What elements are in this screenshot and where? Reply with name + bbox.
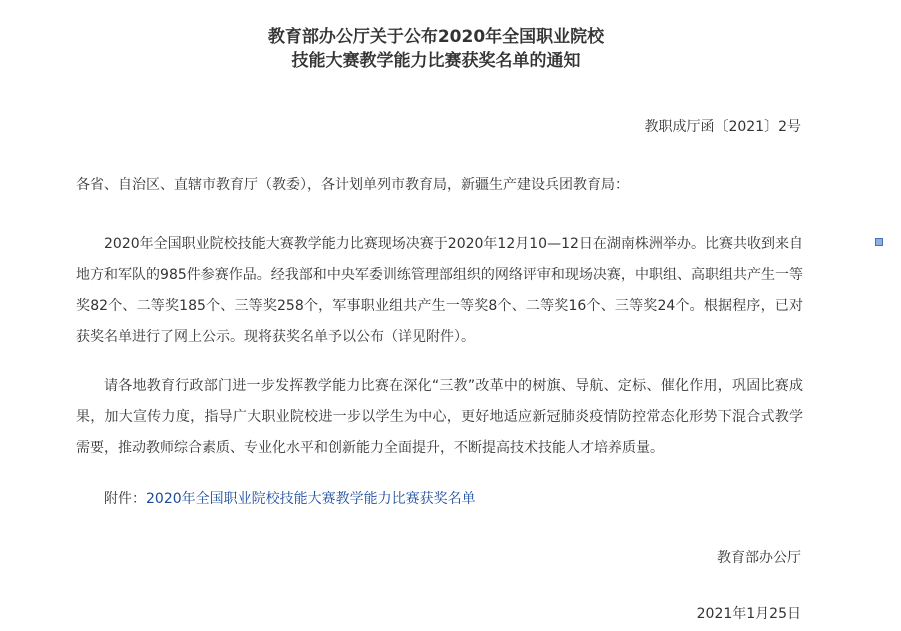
attachment-line — [104, 489, 476, 509]
scroll-marker-icon[interactable] — [875, 238, 883, 246]
title-line-2: 技能大赛教学能力比赛获奖名单的通知 — [291, 51, 581, 71]
issue-date: 2021年1月25日 — [696, 606, 801, 622]
body-paragraph-1: 2020年全国职业院校技能大赛教学能力比赛现场决赛于2020年12月10—12日在湖南株洲举办。比赛共收到来自地方和军队的985件参赛作品。经我部和中央军委训练管理部组织的网络评审和现场决赛，中职组、高职组共产生一等奖82个、二等奖185个、三等奖258个，军事职业组共产生一等奖8个、二等奖16个、三等奖24个。根据程序，已对获奖名单进行了网上公示。现将获奖名单予以公布（详见附件）。 — [76, 236, 803, 345]
attachment-label: 附件： — [104, 491, 146, 507]
document-number: 教职成厅函〔2021〕2号 — [644, 119, 801, 135]
body-paragraph-2: 请各地教育行政部门进一步发挥教学能力比赛在深化“三教”改革中的树旗、导航、定标、催化作用，巩固比赛成果，加大宣传力度，指导广大职业院校进一步以学生为中心，更好地适应新冠肺炎疫情防控常态化形势下混合式教学需要，推动教师综合素质、专业化水平和创新能力全面提升，不断提高技术技能人才培养质量。 — [76, 378, 803, 456]
salutation: 各省、自治区、直辖市教育厅（教委），各计划单列市教育局，新疆生产建设兵团教育局： — [76, 177, 629, 193]
attachment-link[interactable]: 2020年全国职业院校技能大赛教学能力比赛获奖名单 — [146, 491, 476, 507]
title-line-1: 教育部办公厅关于公布2020年全国职业院校 — [267, 27, 605, 47]
issuer-signature: 教育部办公厅 — [717, 550, 801, 566]
